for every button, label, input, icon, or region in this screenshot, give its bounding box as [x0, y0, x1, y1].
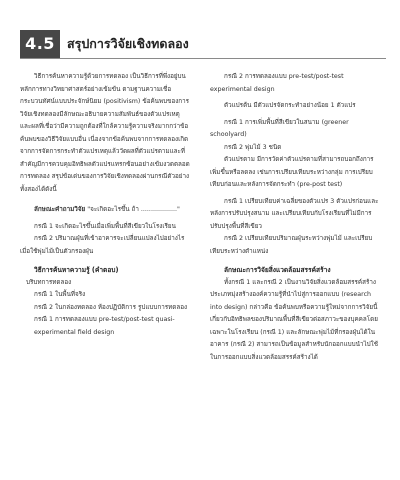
intro-paragraph: วิธีการค้นหาความรู้ด้วยการทดลอง เป็นวิธีการที่พึ่งอยู่บนหลักการทางวิทยาศาสตร์อย่างเข้มข้น ตามฐานความเชื่อกระบวนทัศน์แบบประจักษ์นิยม (positivism) ข้อค้นพบของการวิจัยเชิงทดลองมีลักษณะอธิบายความสัมพันธ์ของตัวแปรเหตุและผลที่เชื่อว่ามีความถูกต้องที่ใกล้ความรู้ความจริงมากกว่าข้อค้นพบของวิธีวิจัยแบบอื่น เนื่องจากข้อค้นพบจากการทดลองเกิดจากการจัดการกระทำตัวแปรเหตุแล้ววัดผลที่ตัวแปรตามและที่สำคัญมีการควบคุมอิทธิพลตัวแปรแทรกซ้อนอย่างเข้มงวดตลอดการทดลอง สรุปข้อเด่นของการวิจัยเชิงทดลองผ่านกรณีตัวอย่างทั้งสองได้ดังนี้ [20, 73, 190, 193]
method-heading: วิธีการค้นหาความรู้ (คำตอบ) [34, 266, 119, 274]
independent-variable-case-1: กรณี 1 การเพิ่มพื้นที่สีเขียวในสนาม (greener schoolyard) [210, 118, 349, 138]
context-case-2: กรณี 2 ในกล่องทดลอง ห้องปฏิบัติการ รูปแบบการทดลอง [34, 303, 188, 311]
question-case-2: กรณี 2 ปริมาณฝุ่นที่เข้าอาคารจะเปลี่ยนแปลงไปอย่างไรเมื่อใช้พุ่มไม้เป็นตัวกรองฝุ่น [20, 235, 185, 255]
section-header [0, 30, 400, 58]
right-column [210, 71, 380, 364]
dependent-variable-paragraph: ตัวแปรตาม มีการวัดค่าตัวแปรตามที่สามารถบอกถึงการเพิ่มขึ้นหรือลดลง เช่นการเปรียบเทียบระหว่างกลุ่ม การเปรียบเทียบก่อนและหลังการจัดกระทำ (pre-post test) [210, 156, 374, 188]
header-divider [20, 58, 386, 59]
research-question-heading: ลักษณะคำถามวิจัย [34, 206, 86, 213]
independent-variable-case-2: กรณี 2 พุ่มไม้ 3 ชนิด [224, 143, 282, 151]
experiment-context-label: บริบทการทดลอง [26, 278, 72, 286]
question-case-1: กรณี 1 จะเกิดอะไรขึ้นเมื่อเพิ่มพื้นที่สีเขียวในโรงเรียน [34, 222, 176, 230]
independent-variable-intro: ตัวแปรต้น มีตัวแปรจัดกระทำอย่างน้อย 1 ตัวแปร [224, 102, 356, 109]
design-case-1: กรณี 1 การทดลองแบบ pre-test/post-test quasi-experimental field design [34, 316, 175, 336]
section-number: 4.5 [20, 30, 60, 58]
section-title: สรุปการวิจัยเชิงทดลอง [67, 36, 189, 51]
built-environment-heading: ลักษณะการวิจัยสิ่งแวดล้อมสรรค์สร้าง [224, 266, 331, 274]
conclusion-paragraph: ทั้งกรณี 1 และกรณี 2 เป็นงานวิจัยสิ่งแวดล้อมสรรค์สร้างประเภทมุ่งสร้างองค์ความรู้ที่นำไปสู่การออกแบบ (research into design) กล่าวคือ ข้อค้นพบหรือความรู้ใหม่จากการวิจัยนี้เกี่ยวกับอิทธิพลของปริมาณพื้นที่สีเขียวต่อสภาวะของบุคคลโดยเฉพาะในโรงเรียน (กรณี 1) และลักษณะพุ่มไม้ที่กรองฝุ่นได้ในอาคาร (กรณี 2) สามารถเป็นข้อมูลสำหรับนักออกแบบนำไปใช้ในการออกแบบสิ่งแวดล้อมสรรค์สร้างได้ [210, 278, 379, 361]
design-case-2: กรณี 2 การทดลองแบบ pre-test/post-test experimental design [210, 73, 344, 93]
left-column [20, 71, 190, 339]
dependent-variable-case-1: กรณี 1 เปรียบเทียบค่าเฉลี่ยของตัวแปร 3 ตัวแปรก่อนและหลังการปรับปรุงสนาม และเปรียบเทียบกับโรงเรียนที่ไม่มีการปรับปรุงพื้นที่สีเขียว [210, 197, 379, 230]
research-question-line [20, 204, 190, 217]
context-case-1: กรณี 1 ในพื้นที่จริง [34, 291, 86, 298]
research-question-quote: "จะเกิดอะไรขึ้น ถ้า .................." [87, 206, 180, 213]
dependent-variable-case-2: กรณี 2 เปรียบเทียบปริมาณฝุ่นระหว่างพุ่มไม้ และเปรียบเทียบระหว่างตำแหน่ง [210, 235, 373, 255]
